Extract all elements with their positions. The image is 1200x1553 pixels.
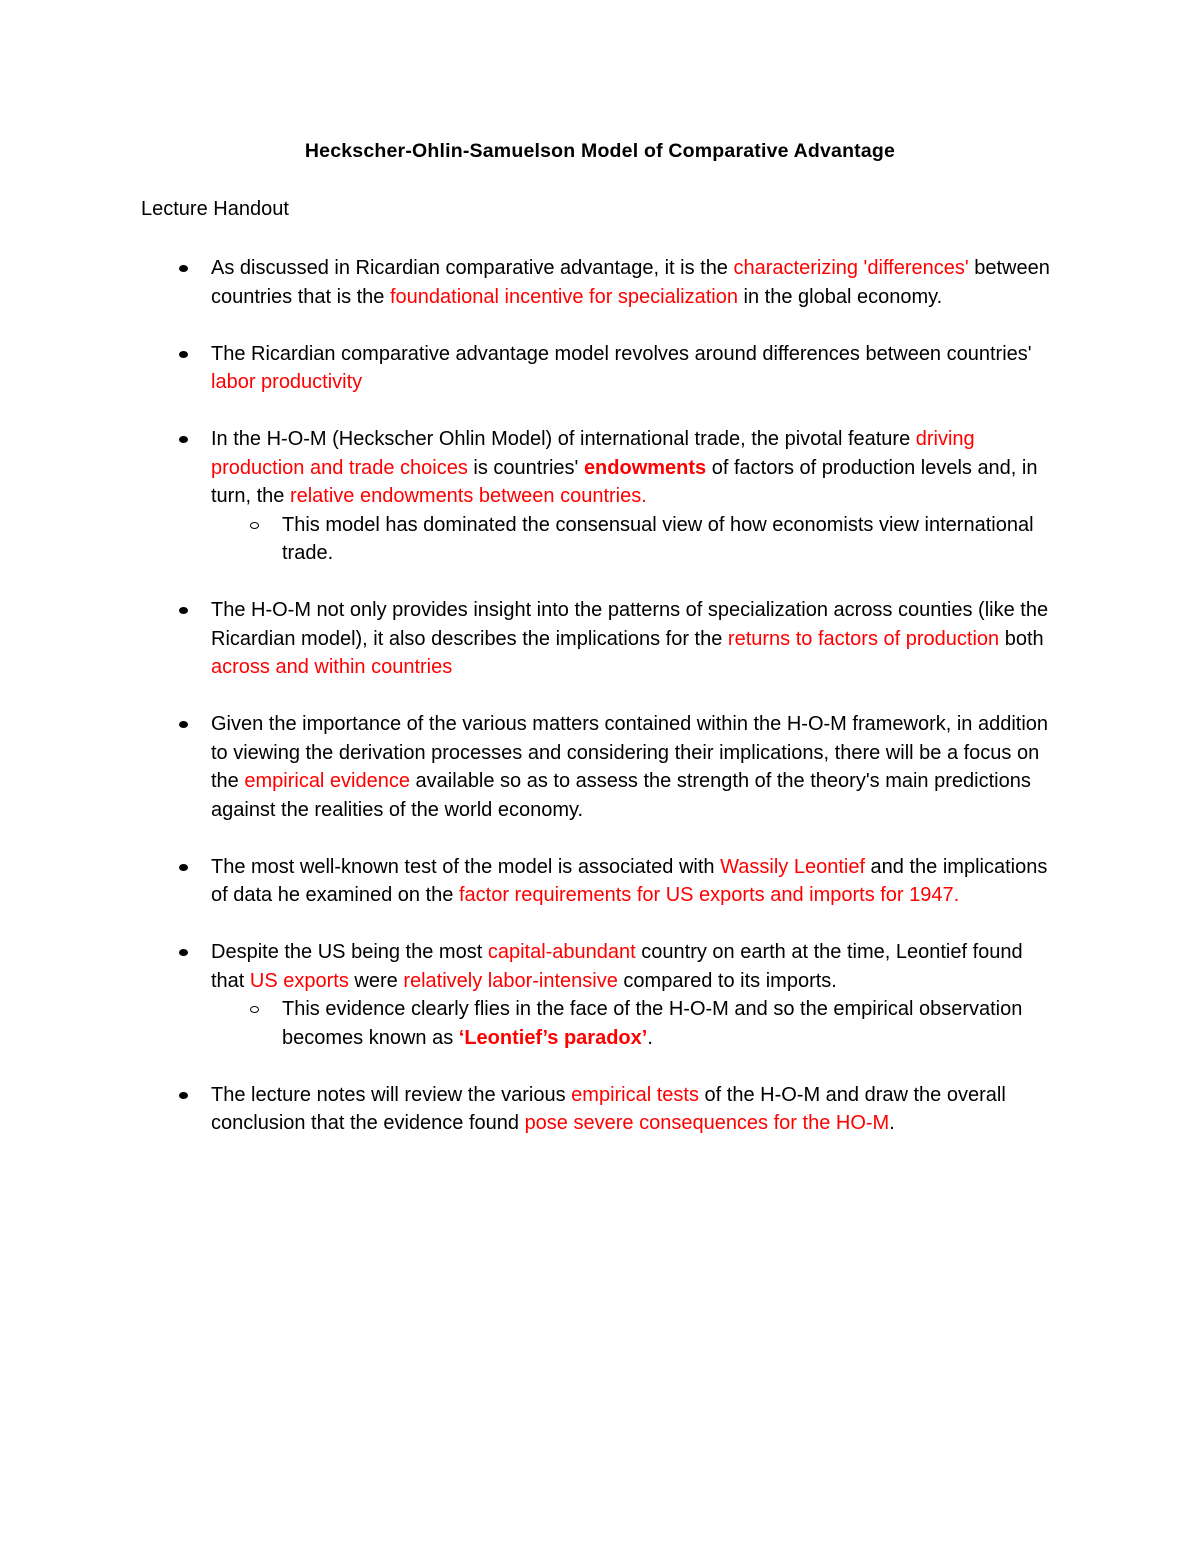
text-segment: is countries' (467, 456, 584, 479)
highlighted-text: returns to factors of production (727, 627, 1000, 650)
document-title: Heckscher-Ohlin-Samuelson Model of Comparative Advantage (304, 140, 896, 162)
text-segment: In the H-O-M (Heckscher Ohlin Model) of international trade, the pivotal feature (211, 428, 916, 450)
bullet-list (211, 254, 1061, 1166)
bullet-item (211, 425, 1061, 568)
text-segment: of factors of production levels and, in turn, the (211, 456, 1038, 507)
sub-bullet-item (282, 511, 1061, 568)
highlighted-text: endowments (583, 456, 707, 479)
bullet-item (211, 1081, 1061, 1138)
text-segment: country on earth at the time, Leontief found that (211, 941, 1023, 992)
text-segment: The H-O-M not only provides insight into the patterns of specialization across counties (like the Ricardian model), it also describes the implications for the (211, 599, 1049, 650)
highlighted-text: characterizing 'differences' (733, 257, 969, 279)
text-segment: As discussed in Ricardian comparative advantage, it is the (211, 257, 734, 279)
text-segment: between countries that is the (211, 257, 1050, 308)
sub-bullet-item (282, 995, 1061, 1052)
highlighted-text: driving production and trade choices (211, 428, 975, 479)
text-segment: both (999, 627, 1044, 650)
highlighted-text: empirical evidence (244, 770, 410, 792)
text-segment: Despite the US being the most (211, 941, 488, 963)
highlighted-text: ‘Leontief’s paradox’ (458, 1026, 648, 1049)
sub-bullet-list (211, 511, 1061, 568)
bullet-item (211, 853, 1061, 910)
text-segment: of the H-O-M and draw the overall conclusion that the evidence found (211, 1083, 1006, 1134)
bullet-item (211, 254, 1061, 311)
highlighted-text: relative endowments between countries. (289, 485, 647, 507)
text-segment: This evidence clearly flies in the face of the H-O-M and so the empirical observation becomes known as (282, 998, 1023, 1049)
highlighted-text: labor productivity (211, 371, 363, 393)
text-segment: Given the importance of the various matters contained within the H-O-M framework, in addition to viewing the derivation processes and considering their implications, there will be a focus on the (211, 713, 1049, 792)
highlighted-text: capital-abundant (487, 941, 636, 963)
text-segment: The lecture notes will review the various (211, 1083, 572, 1106)
highlighted-text: empirical tests (571, 1083, 699, 1106)
bullet-item (211, 710, 1061, 824)
text-segment: The Ricardian comparative advantage model revolves around differences between countries' (211, 342, 1032, 365)
highlighted-text: US exports (249, 969, 349, 992)
text-segment: This model has dominated the consensual view of how economists view international trade. (282, 513, 1034, 564)
text-segment: . (647, 1026, 653, 1049)
bullet-item (211, 596, 1061, 682)
bullet-item (211, 340, 1061, 397)
text-segment: were (348, 969, 404, 992)
text-segment: available so as to assess the strength of the theory's main predictions against the realities of the world economy. (211, 770, 1031, 821)
document-subtitle: Lecture Handout (141, 198, 289, 220)
highlighted-text: Wassily Leontief (720, 855, 865, 878)
bullet-item (211, 938, 1061, 1052)
highlighted-text: relatively labor-intensive (403, 969, 618, 992)
text-segment: compared to its imports. (617, 969, 837, 992)
highlighted-text: factor requirements for US exports and imports for 1947. (458, 884, 960, 906)
text-segment: in the global economy. (737, 285, 943, 308)
highlighted-text: pose severe consequences for the HO-M (524, 1112, 890, 1134)
sub-bullet-list (211, 995, 1061, 1052)
highlighted-text: foundational incentive for specialization (389, 285, 738, 308)
highlighted-text: across and within countries (211, 656, 453, 678)
text-segment: The most well-known test of the model is associated with (211, 855, 721, 878)
text-segment: and the implications of data he examined on the (211, 855, 1048, 906)
text-segment: . (889, 1112, 895, 1134)
